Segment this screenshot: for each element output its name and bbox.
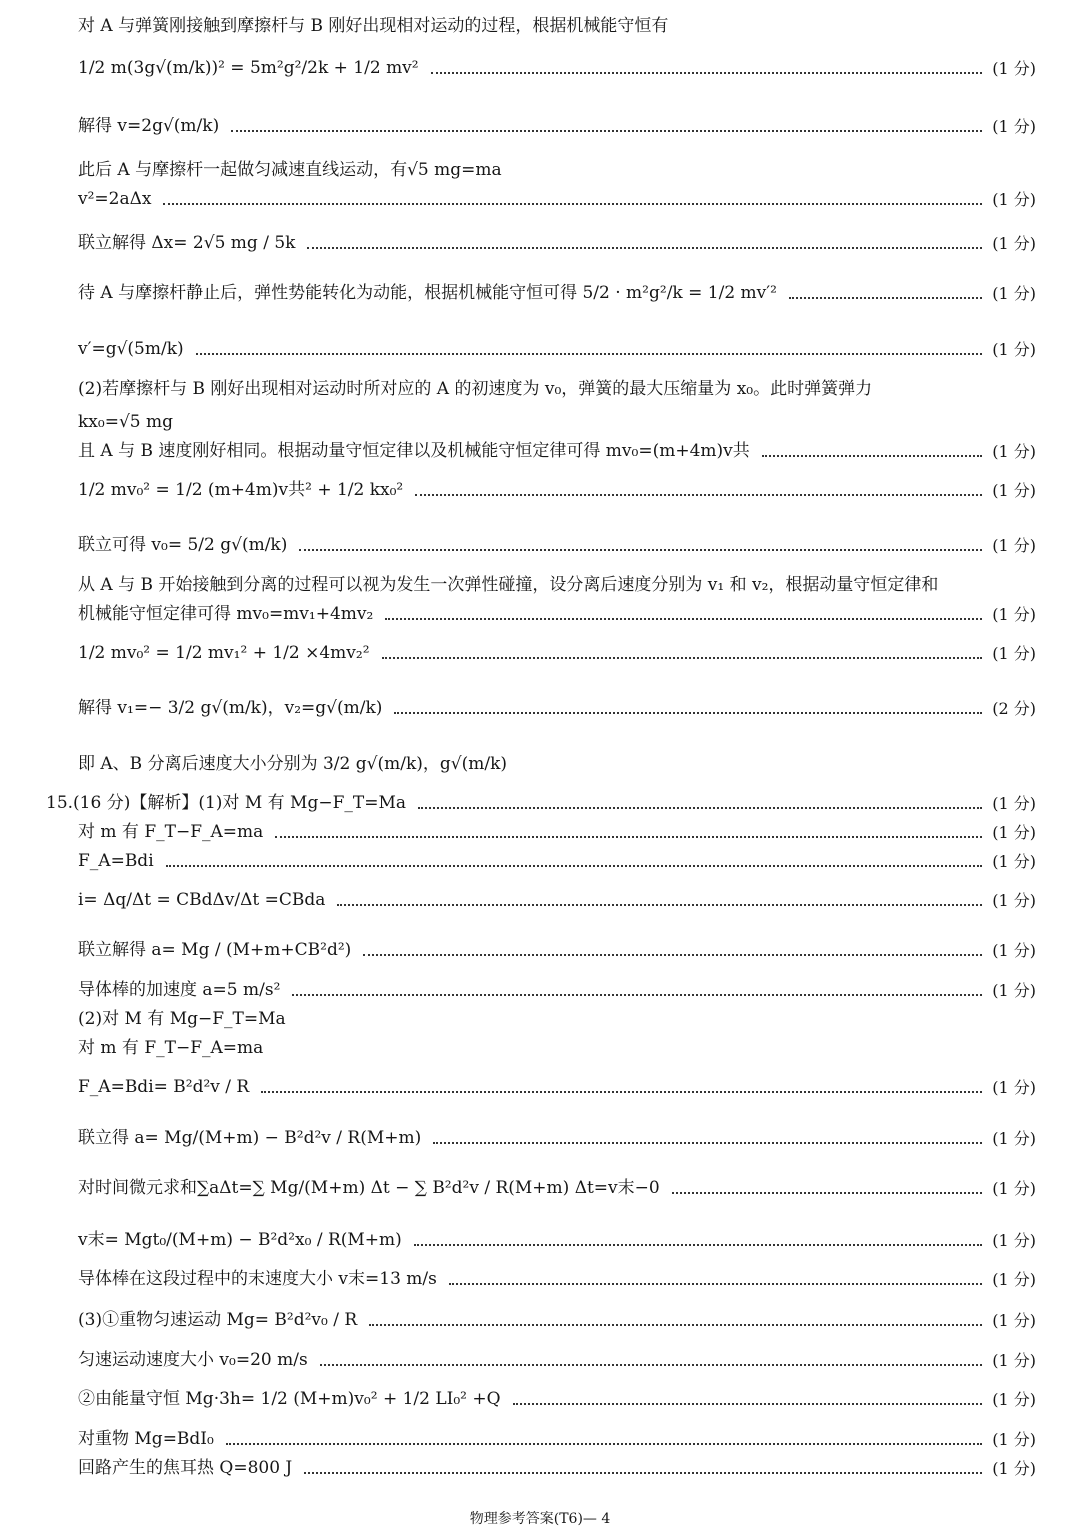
score-label: (1 分) (992, 116, 1036, 136)
leader-dots (369, 1323, 982, 1326)
equation-line: 匀速运动速度大小 v₀=20 m/s (1 分) (78, 1350, 1036, 1370)
equation-line: 对 m 有 F_T−F_A=ma (1 分) (78, 822, 1036, 842)
page-footer: 物理参考答案(T6)— 4 (469, 1511, 611, 1527)
equation-line: (3)①重物匀速运动 Mg= B²d²v₀ / R (1 分) (78, 1310, 1036, 1330)
equation-line: 回路产生的焦耳热 Q=800 J (1 分) (78, 1458, 1036, 1478)
equation-line: F_A=Bdi (1 分) (78, 851, 1036, 871)
leader-dots (672, 1191, 983, 1194)
equation-line: 1/2 mv₀² = 1/2 mv₁² + 1/2 ×4mv₂² (1 分) (78, 643, 1036, 663)
score-label: (1 分) (992, 1230, 1036, 1250)
leader-dots (292, 993, 982, 996)
equation-line: v末= Mgt₀/(M+m) − B²d²x₀ / R(M+m) (1 分) (78, 1230, 1036, 1250)
text-line: (2)若摩擦杆与 B 刚好出现相对运动时所对应的 A 的初速度为 v₀，弹簧的最大压缩量为 x₀。此时弹簧弹力 (78, 379, 873, 399)
equation-line: 待 A 与摩擦杆静止后，弹性势能转化为动能，根据机械能守恒可得 5/2 · m²g²/k = 1/2 mv′² (1 分) (78, 283, 1036, 303)
equation-line: F_A=Bdi= B²d²v / R (1 分) (78, 1077, 1036, 1097)
equation-line: 导体棒在这段过程中的末速度大小 v末=13 m/s (1 分) (78, 1269, 1036, 1289)
equation-line: 联立解得 Δx= 2√5 mg / 5k (1 分) (78, 233, 1036, 253)
score-label: (1 分) (992, 1350, 1036, 1370)
leader-dots (414, 1243, 982, 1246)
leader-dots (431, 71, 983, 74)
score-label: (1 分) (992, 890, 1036, 910)
leader-dots (196, 352, 983, 355)
score-label: (1 分) (992, 58, 1036, 78)
score-label: (1 分) (992, 283, 1036, 303)
equation-line: v′=g√(5m/k) (1 分) (78, 339, 1036, 359)
score-label: (1 分) (992, 339, 1036, 359)
leader-dots (418, 806, 982, 809)
leader-dots (226, 1442, 982, 1445)
equation-line: 解得 v₁=− 3/2 g√(m/k)，v₂=g√(m/k) (2 分) (78, 698, 1036, 718)
equation-line: 联立得 a= Mg/(M+m) − B²d²v / R(M+m) (1 分) (78, 1128, 1036, 1148)
leader-dots (433, 1141, 982, 1144)
leader-dots (385, 617, 982, 620)
score-label: (1 分) (992, 441, 1036, 461)
score-label: (1 分) (992, 1458, 1036, 1478)
score-label: (1 分) (992, 643, 1036, 663)
equation-line: 联立可得 v₀= 5/2 g√(m/k) (1 分) (78, 535, 1036, 555)
score-label: (1 分) (992, 535, 1036, 555)
question-15-header: 15.(16 分)【解析】(1)对 M 有 Mg−F_T=Ma (1 分) (46, 793, 1036, 813)
leader-dots (415, 493, 982, 496)
leader-dots (261, 1090, 982, 1093)
leader-dots (449, 1282, 982, 1285)
equation-line: ②由能量守恒 Mg·3h= 1/2 (M+m)v₀² + 1/2 LI₀² +Q (1 分) (78, 1389, 1036, 1409)
score-label: (1 分) (992, 1429, 1036, 1449)
equation-line: 联立解得 a= Mg / (M+m+CB²d²) (1 分) (78, 940, 1036, 960)
leader-dots (275, 835, 982, 838)
leader-dots (513, 1402, 983, 1405)
text-line: (2)对 M 有 Mg−F_T=Ma (78, 1009, 286, 1029)
leader-dots (382, 656, 983, 659)
score-label: (1 分) (992, 822, 1036, 842)
score-label: (1 分) (992, 480, 1036, 500)
score-label: (1 分) (992, 233, 1036, 253)
equation-line: 机械能守恒定律可得 mv₀=mv₁+4mv₂ (1 分) (78, 604, 1036, 624)
score-label: (1 分) (992, 793, 1036, 813)
text-line: 此后 A 与摩擦杆一起做匀减速直线运动，有√5 mg=ma (78, 160, 502, 180)
equation-line: v²=2aΔx (1 分) (78, 189, 1036, 209)
equation-line: 且 A 与 B 速度刚好相同。根据动量守恒定律以及机械能守恒定律可得 mv₀=(m+4m)v共 (1 分) (78, 441, 1036, 461)
score-label: (2 分) (992, 698, 1036, 718)
equation-line: 1/2 m(3g√(m/k))² = 5m²g²/2k + 1/2 mv² (1 分) (78, 58, 1036, 78)
text-line: kx₀=√5 mg (78, 412, 174, 432)
equation-line: i= Δq/Δt = CBdΔv/Δt =CBda (1 分) (78, 890, 1036, 910)
leader-dots (337, 903, 982, 906)
equation-line: 导体棒的加速度 a=5 m/s² (1 分) (78, 980, 1036, 1000)
score-label: (1 分) (992, 189, 1036, 209)
equation-line: 对重物 Mg=BdI₀ (1 分) (78, 1429, 1036, 1449)
equation-line: 对时间微元求和∑aΔt=∑ Mg/(M+m) Δt − ∑ B²d²v / R(M+m) Δt=v末−0 (1 分) (78, 1178, 1036, 1198)
text-line: 从 A 与 B 开始接触到分离的过程可以视为发生一次弹性碰撞，设分离后速度分别为 v₁ 和 v₂，根据动量守恒定律和 (78, 575, 939, 595)
score-label: (1 分) (992, 1269, 1036, 1289)
score-label: (1 分) (992, 851, 1036, 871)
leader-dots (231, 129, 982, 132)
leader-dots (363, 953, 982, 956)
score-label: (1 分) (992, 1128, 1036, 1148)
score-label: (1 分) (992, 1310, 1036, 1330)
text-line: 对 m 有 F_T−F_A=ma (78, 1038, 264, 1058)
score-label: (1 分) (992, 980, 1036, 1000)
score-label: (1 分) (992, 1077, 1036, 1097)
text-line: 对 A 与弹簧刚接触到摩擦杆与 B 刚好出现相对运动的过程，根据机械能守恒有 (78, 16, 669, 36)
equation-line: 1/2 mv₀² = 1/2 (m+4m)v共² + 1/2 kx₀² (1 分) (78, 480, 1036, 500)
score-label: (1 分) (992, 940, 1036, 960)
leader-dots (762, 454, 982, 457)
leader-dots (166, 864, 983, 867)
text-line: 即 A、B 分离后速度大小分别为 3/2 g√(m/k)，g√(m/k) (78, 754, 508, 774)
leader-dots (307, 246, 982, 249)
leader-dots (299, 548, 982, 551)
leader-dots (789, 296, 982, 299)
leader-dots (304, 1471, 982, 1474)
score-label: (1 分) (992, 1178, 1036, 1198)
score-label: (1 分) (992, 1389, 1036, 1409)
equation-line: 解得 v=2g√(m/k) (1 分) (78, 116, 1036, 136)
leader-dots (394, 711, 982, 714)
leader-dots (320, 1363, 983, 1366)
leader-dots (163, 202, 982, 205)
score-label: (1 分) (992, 604, 1036, 624)
